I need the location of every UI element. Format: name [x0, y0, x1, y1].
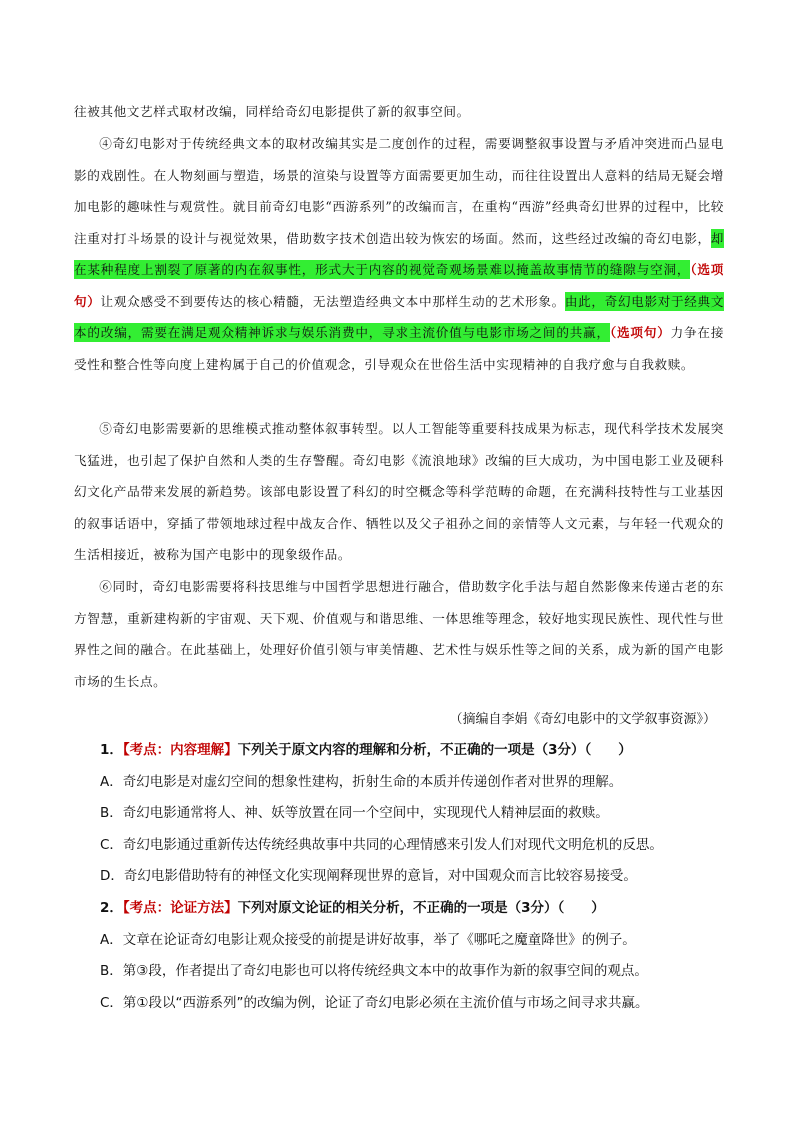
- option-d[interactable]: D．奇幻电影借助特有的神怪文化实现阐释现世界的意旨，对中国观众而言比较容易接受。: [100, 868, 637, 884]
- kaodian-tag: 【考点：内容理解】: [122, 742, 238, 758]
- question-stem-text: 下列关于原文内容的理解和分析，不正确的一项是（3分）（ ）: [237, 742, 632, 758]
- option-a[interactable]: A．奇幻电影是对虚幻空间的想象性建构，折射生命的本质并传递创作者对世界的理解。: [100, 774, 623, 790]
- paragraph-3-end: [74, 96, 724, 128]
- option-b[interactable]: B．奇幻电影通常将人、神、妖等放置在同一个空间中，实现现代人精神层面的救赎。: [100, 805, 609, 821]
- question-number: 2．: [100, 900, 123, 916]
- paragraph-text: ⑤奇幻电影需要新的思维模式推动整体叙事转型。以人工智能等重要科技成果为标志，现代科学技术发展突飞猛进，也引起了保护自然和人类的生存警醒。奇幻电影《流浪地球》改编的巨大成功，为中国电影工业及硬科幻文化产品带来发展的新趋势。该部电影设置了科幻的时空概念等科学范畴的命题，在充满科技特性与工业基因的叙事话语中，穿插了带领地球过程中战友合作、牺牲以及父子祖孙之间的亲情等人文元素，与年轻一代观众的生活相接近，被称为国产电影中的现象级作品。: [74, 421, 724, 562]
- source-citation: （摘编自李娟《奇幻电影中的文学叙事资源》）: [449, 712, 716, 727]
- question-stem-text: 下列对原文论证的相关分析，不正确的一项是（3分）（ ）: [237, 900, 605, 916]
- question-2-stem: [100, 896, 740, 916]
- question-number: 1．: [100, 742, 123, 758]
- highlighted-sentence-2: 由此，奇幻电影对于经典文本的改编，需要在满足观众精神诉求与娱乐消费中，寻求主流价值与电影市场之间的共赢，: [74, 293, 725, 340]
- question-1-stem: [100, 738, 740, 758]
- kaodian-tag: 【考点：论证方法】: [122, 900, 238, 916]
- option-c[interactable]: C．第①段以“西游系列”的改编为例，论证了奇幻电影必须在主流价值与市场之间寻求共赢。: [100, 995, 649, 1011]
- paragraph-text: 往被其他文艺样式取材改编，同样给奇幻电影提供了新的叙事空间。: [74, 104, 470, 119]
- paragraph-text: [74, 128, 724, 380]
- option-b[interactable]: B．第③段，作者提出了奇幻电影也可以将传统经典文本中的故事作为新的叙事空间的观点。: [100, 963, 648, 979]
- option-sentence-tag-1: （选项句）: [74, 262, 725, 309]
- paragraph-text: ⑥同时，奇幻电影需要将科技思维与中国哲学思想进行融合，借助数字化手法与超自然影像来传递古老的东方智慧，重新建构新的宇宙观、天下观、价值观与和谐思维、一体思维等理念，较好地实现民族性、现代性与世界性之间的融合。在此基础上，处理好价值引领与审美情趣、艺术性与娱乐性等之间的关系，成为新的国产电影市场的生长点。: [74, 579, 724, 689]
- paragraph-4: [74, 128, 724, 380]
- paragraph-4-part-c: 力争在接受性和整合性等向度上建构属于自己的价值观念，引导观众在世俗生活中实现精神的自我疗愈与自我救赎。: [74, 325, 725, 372]
- option-c[interactable]: C．奇幻电影通过重新传达传统经典故事中共同的心理情感来引发人们对现代文明危机的反思。: [100, 837, 663, 853]
- paragraph-4-part-b: 让观众感受不到要传达的核心精髓，无法塑造经典文本中那样生动的艺术形象。: [100, 293, 565, 309]
- option-sentence-tag-2: （选项句）: [609, 325, 671, 340]
- paragraph-5: [74, 413, 724, 571]
- paragraph-4-part-a: ④奇幻电影对于传统经典文本的取材改编其实是二度创作的过程，需要调整叙事设置与矛盾冲突进而凸显电影的戏剧性。在人物刻画与塑造，场景的渲染与设置等方面需要更加生动，而往往设置出人意料的结局无疑会增加电影的趣味性与观赏性。就目前奇幻电影“西游系列”的改编而言，在重构“西游”经典奇幻世界的过程中，比较注重对打斗场景的设计与视觉效果，借助数字技术创造出较为恢宏的场面。然而，这些经过改编的奇幻电影，: [74, 136, 724, 246]
- highlighted-sentence-1: 却在某种程度上割裂了原著的内在叙事性，形式大于内容的视觉奇观场景难以掩盖故事情节的缝隙与空洞，: [74, 230, 724, 277]
- option-a[interactable]: A．文章在论证奇幻电影让观众接受的前提是讲好故事，举了《哪吒之魔童降世》的例子。: [100, 932, 636, 948]
- paragraph-6: [74, 571, 724, 697]
